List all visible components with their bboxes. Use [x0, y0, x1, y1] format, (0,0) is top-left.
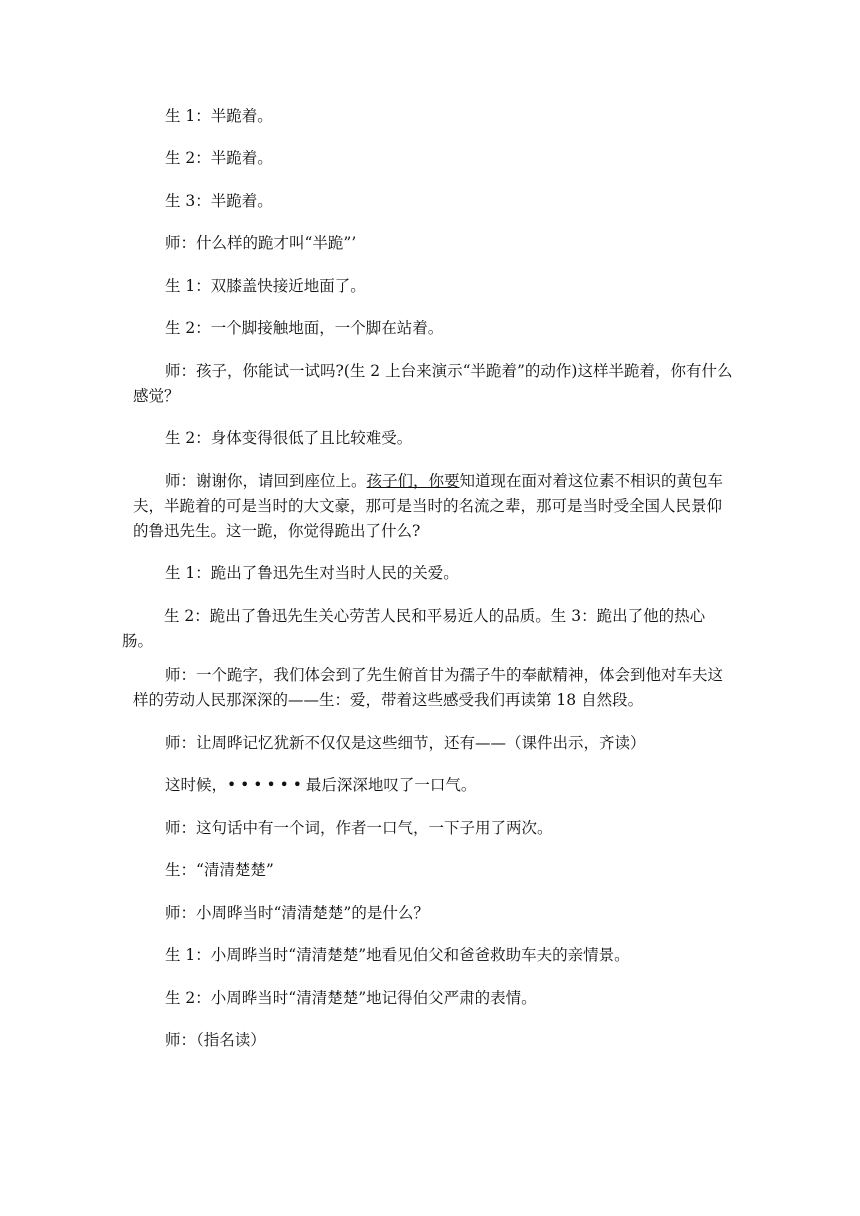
- dialogue-line: 生 1：跪出了鲁迅先生对当时人民的关爱。: [165, 564, 459, 582]
- dialogue-line: 师：小周晔当时“清清楚楚”的是什么？: [165, 904, 429, 922]
- dialogue-line: 生 2：一个脚接触地面，一个脚在站着。: [165, 319, 444, 337]
- text-span: 知道现在面对着这位素不相识的黄包车夫，半跪着的可是当时的大文豪，那可是当时的名流之辈，那可是当时受全国人民景仰的鲁迅先生。这一跪，你觉得跪出了什么?: [133, 472, 724, 540]
- dialogue-line: 师：让周晔记忆犹新不仅仅是这些细节，还有——（课件出示，齐读）: [165, 734, 646, 752]
- dialogue-line: 生 2：小周晔当时“清清楚楚”地记得伯父严肃的表情。: [165, 989, 537, 1007]
- dialogue-paragraph: 师：一个跪字，我们体会到了先生俯首甘为孺子牛的奉献精神，体会到他对车夫这样的劳动人民那深深的——生：爱，带着这些感受我们再读第 18 自然段。: [133, 666, 724, 709]
- dialogue-line: 生：“清清楚楚”: [165, 861, 274, 879]
- dialogue-line: 生 1：双膝盖快接近地面了。: [165, 277, 366, 295]
- dialogue-paragraph: [133, 469, 733, 544]
- dialogue-line: 师：什么样的跪才叫“半跪”’: [165, 234, 357, 252]
- dialogue-line: 生 1：半跪着。: [165, 107, 273, 125]
- dialogue-line: 生 2：身体变得很低了且比较难受。: [165, 429, 413, 447]
- dialogue-line: 师：这句话中有一个词，作者一口气，一下子用了两次。: [165, 819, 553, 837]
- ellipsis-dots: ••••••: [227, 776, 306, 794]
- dialogue-line: 生 1：小周晔当时“清清楚楚”地看见伯父和爸爸救助车夫的亲情景。: [165, 946, 630, 964]
- dialogue-line: 生 2：半跪着。: [165, 149, 273, 167]
- dialogue-line: 生 3：半跪着。: [165, 192, 273, 210]
- text-span: 这时候，: [165, 776, 228, 794]
- underlined-text: 孩子们，你要: [366, 472, 460, 490]
- quoted-sentence: [133, 773, 733, 798]
- dialogue-paragraph: 生 2：跪出了鲁迅先生关心劳苦人民和平易近人的品质。生 3：跪出了他的热心肠。: [122, 607, 706, 650]
- dialogue-paragraph: 师：孩子，你能试一试吗?(生 2 上台来演示“半跪着”的动作)这样半跪着，你有什么感觉？: [133, 362, 733, 405]
- dialogue-line: 师：（指名读）: [165, 1031, 266, 1049]
- text-span: 师：谢谢你，请回到座位上。: [165, 472, 367, 490]
- text-span: 最后深深地叹了一口气。: [305, 776, 477, 794]
